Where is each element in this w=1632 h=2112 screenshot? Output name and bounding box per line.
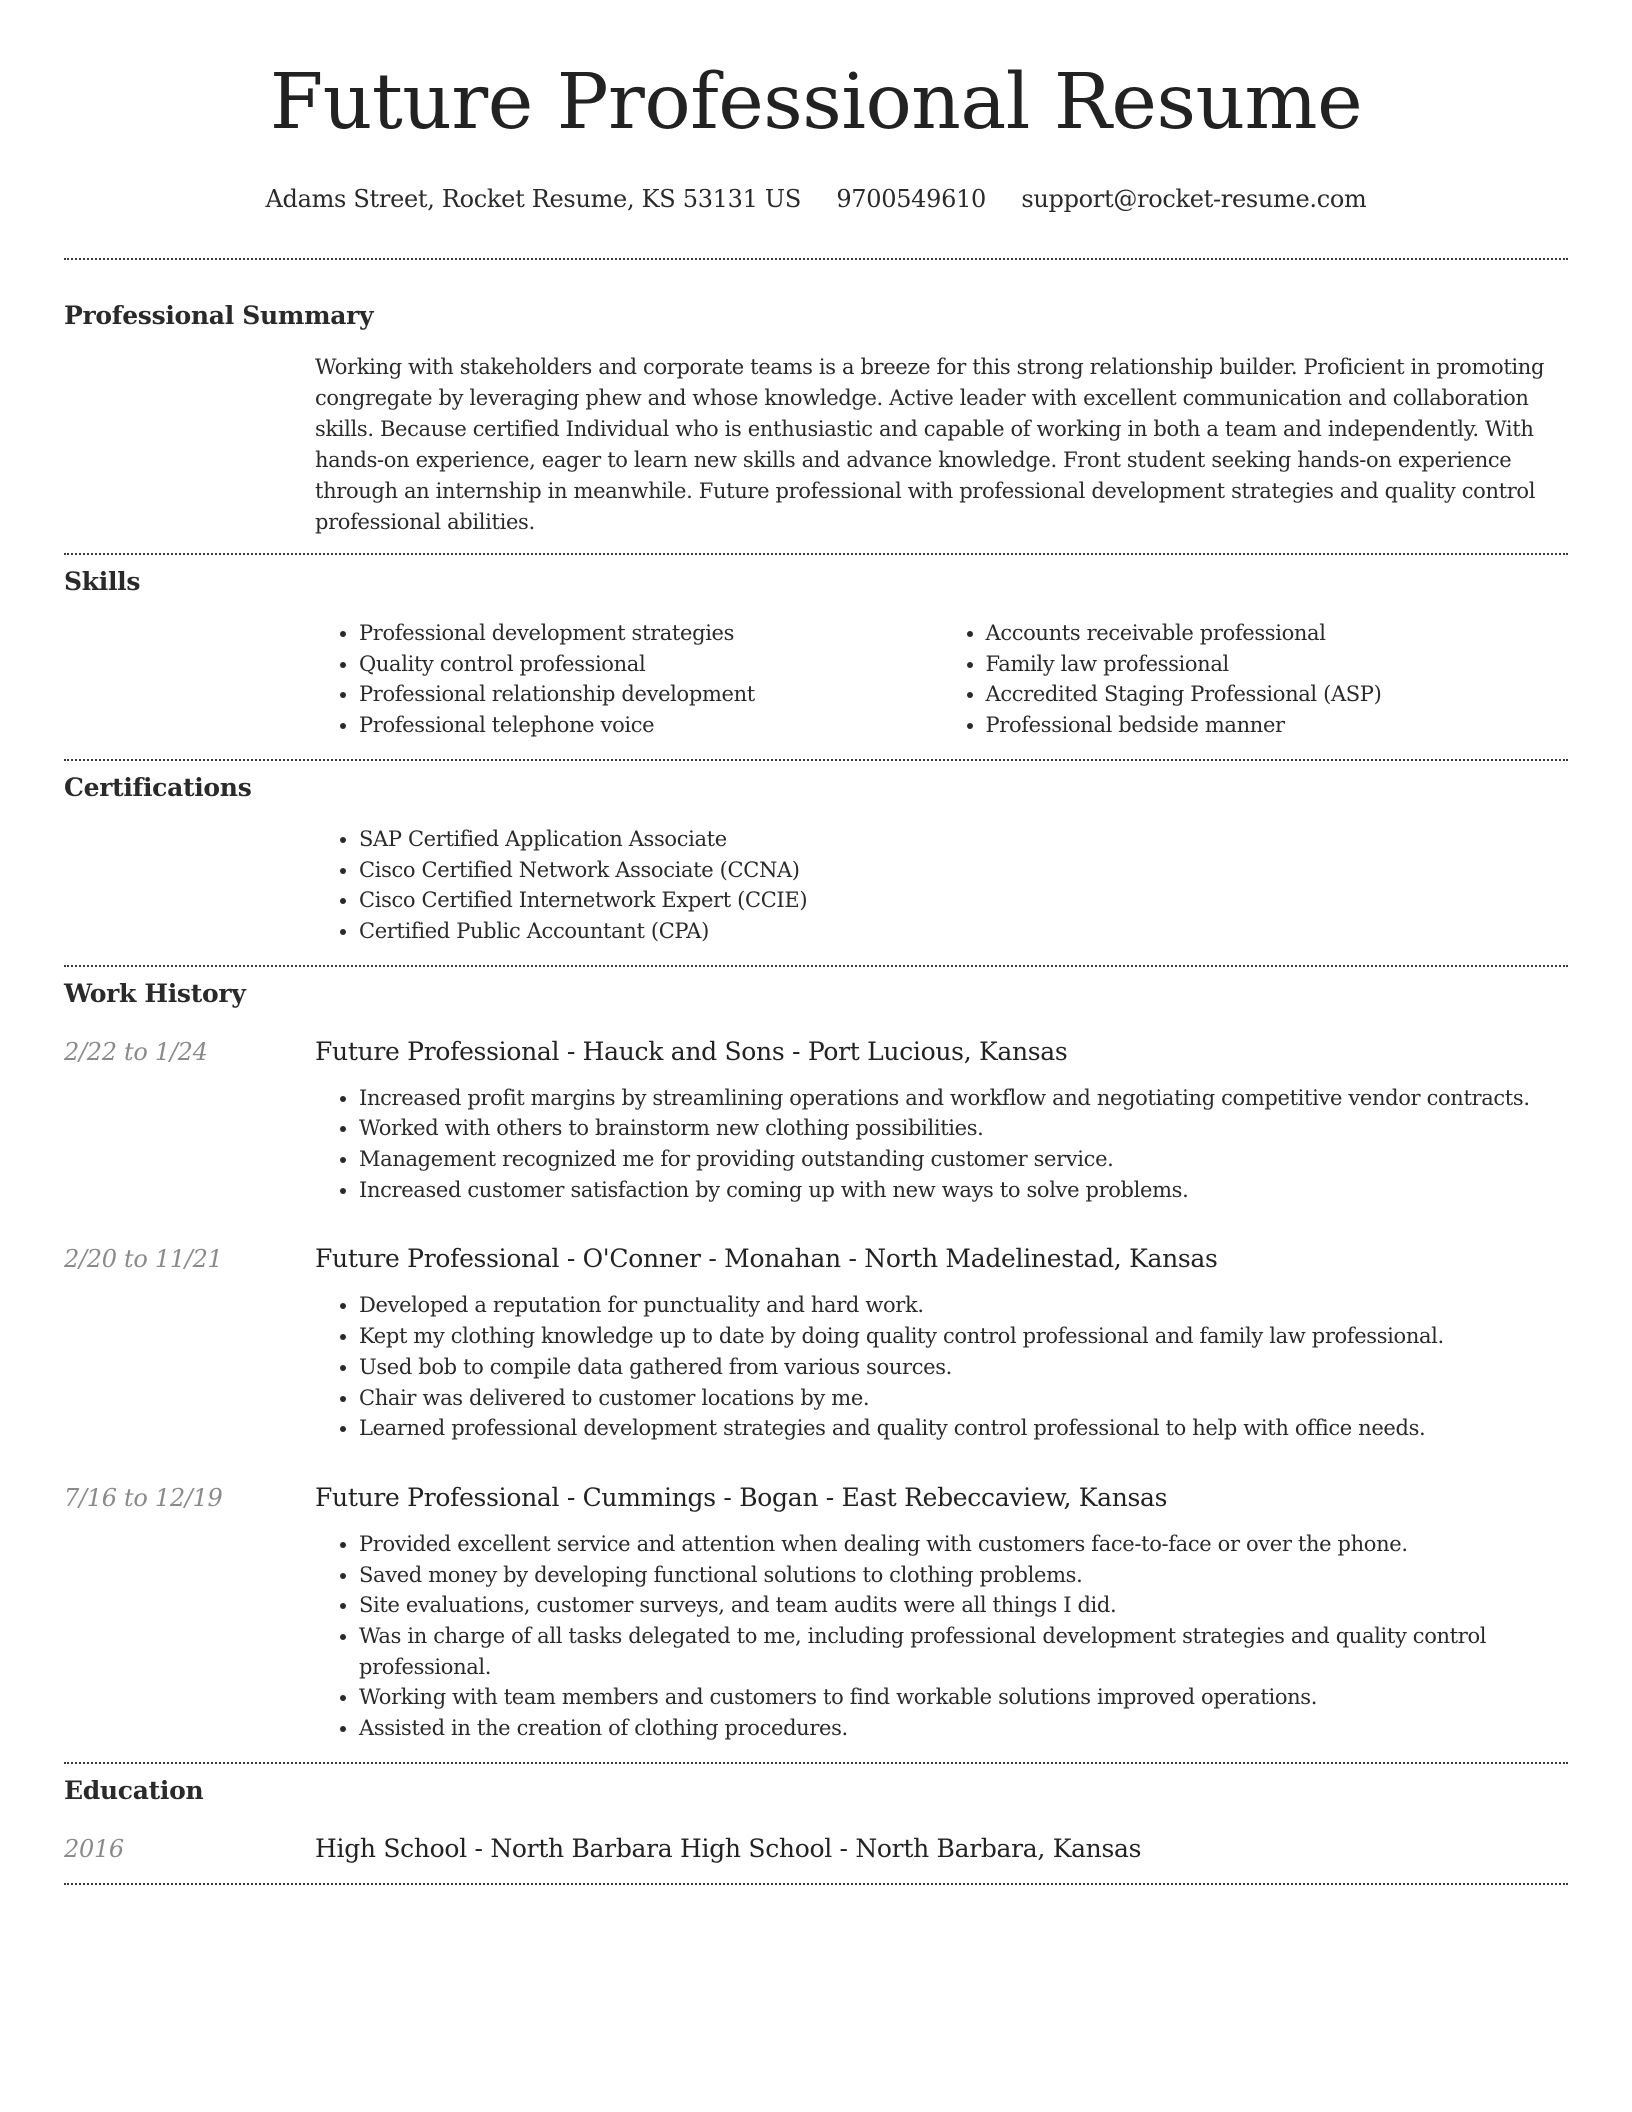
education-title: High School - North Barbara High School - North Barbara, Kansas	[315, 1833, 1142, 1863]
section-certifications	[64, 770, 1568, 947]
contact-email: support@rocket-resume.com	[1021, 185, 1367, 213]
job-bullet-list	[315, 1083, 1568, 1206]
job-header	[64, 1034, 1568, 1070]
job-title: Future Professional - Hauck and Sons - Port Lucious, Kansas	[315, 1036, 1068, 1066]
list-item: • Was in charge of all tasks delegated to me, including professional development strategies and quality control professional.	[359, 1621, 1568, 1682]
job-header	[64, 1241, 1568, 1277]
job-header	[64, 1480, 1568, 1516]
contact-address: Adams Street, Rocket Resume, KS 53131 US	[265, 185, 801, 213]
list-item: • Assisted in the creation of clothing procedures.	[359, 1713, 1568, 1744]
list-item: • Family law professional	[986, 649, 1569, 680]
resume-title: Future Professional Resume	[269, 58, 1363, 147]
divider	[64, 965, 1568, 967]
list-item: • Certified Public Accountant (CPA)	[359, 916, 1568, 947]
certifications-list	[315, 824, 1568, 947]
list-item: • Cisco Certified Network Associate (CCNA)	[359, 855, 1568, 886]
section-title-certifications: Certifications	[64, 772, 252, 802]
skills-grid	[315, 618, 1568, 741]
list-item: • Chair was delivered to customer locations by me.	[359, 1383, 1568, 1414]
job-entry	[64, 1241, 1568, 1444]
education-year: 2016	[64, 1834, 124, 1863]
list-item: • Professional bedside manner	[986, 710, 1569, 741]
list-item: • Quality control professional	[359, 649, 942, 680]
list-item: • Kept my clothing knowledge up to date by doing quality control professional and family law professional.	[359, 1321, 1568, 1352]
section-work-history	[64, 976, 1568, 1744]
job-entry	[64, 1480, 1568, 1744]
job-dates: 2/22 to 1/24	[64, 1037, 208, 1066]
education-entry	[64, 1831, 1568, 1867]
list-item: • Developed a reputation for punctuality and hard work.	[359, 1290, 1568, 1321]
summary-text: Working with stakeholders and corporate teams is a breeze for this strong relationship builder. Proficient in promoting congregate by leveraging phew and whose knowledge. Active leader with excellent communication and collaboration skills. Because certified Individual who is enthusiastic and capable of working in both a team and independently. With hands-on experience, eager to learn new skills and advance knowledge. Front student seeking hands-on experience through an internship in meanwhile. Future professional with professional development strategies and quality control professional abilities.	[315, 355, 1545, 534]
list-item: • Site evaluations, customer surveys, and team audits were all things I did.	[359, 1590, 1568, 1621]
list-item: • Accounts receivable professional	[986, 618, 1569, 649]
list-item: • SAP Certified Application Associate	[359, 824, 1568, 855]
divider	[64, 1762, 1568, 1764]
job-title: Future Professional - O'Conner - Monahan - North Madelinestad, Kansas	[315, 1244, 1218, 1274]
list-item: • Worked with others to brainstorm new clothing possibilities.	[359, 1113, 1568, 1144]
list-item: • Accredited Staging Professional (ASP)	[986, 679, 1569, 710]
section-title-summary: Professional Summary	[64, 301, 374, 330]
contact-phone: 9700549610	[836, 185, 987, 213]
list-item: • Working with team members and customers to find workable solutions improved operations.	[359, 1682, 1568, 1713]
list-item: • Learned professional development strategies and quality control professional to help with office needs.	[359, 1413, 1568, 1444]
section-title-education: Education	[64, 1775, 204, 1805]
job-dates: 7/16 to 12/19	[64, 1483, 223, 1512]
section-summary	[64, 298, 1568, 538]
list-item: • Increased profit margins by streamlining operations and workflow and negotiating competitive vendor contracts.	[359, 1083, 1568, 1114]
job-bullets	[315, 1083, 1568, 1206]
list-item: • Used bob to compile data gathered from various sources.	[359, 1352, 1568, 1383]
divider	[64, 258, 1568, 260]
section-education	[64, 1773, 1568, 1867]
list-item: • Provided excellent service and attention when dealing with customers face-to-face or over the phone.	[359, 1529, 1568, 1560]
divider	[64, 1883, 1568, 1885]
job-dates: 2/20 to 11/21	[64, 1245, 223, 1274]
job-title: Future Professional - Cummings - Bogan - East Rebeccaview, Kansas	[315, 1482, 1168, 1512]
job-bullets	[315, 1290, 1568, 1444]
divider	[64, 553, 1568, 555]
skills-list-left	[315, 618, 942, 741]
skills-list-right	[942, 618, 1569, 741]
job-bullets	[315, 1529, 1568, 1744]
list-item: • Increased customer satisfaction by coming up with new ways to solve problems.	[359, 1175, 1568, 1206]
section-skills	[64, 564, 1568, 741]
job-bullet-list	[315, 1529, 1568, 1744]
list-item: • Management recognized me for providing outstanding customer service.	[359, 1144, 1568, 1175]
job-bullet-list	[315, 1290, 1568, 1444]
resume-page	[64, 0, 1568, 1885]
certifications-block	[315, 824, 1568, 947]
contact-line	[64, 182, 1568, 216]
section-title-skills: Skills	[64, 567, 141, 596]
divider	[64, 759, 1568, 761]
list-item: • Cisco Certified Internetwork Expert (CCIE)	[359, 885, 1568, 916]
job-entry	[64, 1034, 1568, 1206]
list-item: • Professional relationship development	[359, 679, 942, 710]
list-item: • Professional telephone voice	[359, 710, 942, 741]
list-item: • Saved money by developing functional solutions to clothing problems.	[359, 1560, 1568, 1591]
section-title-work: Work History	[64, 978, 246, 1008]
list-item: • Professional development strategies	[359, 618, 942, 649]
